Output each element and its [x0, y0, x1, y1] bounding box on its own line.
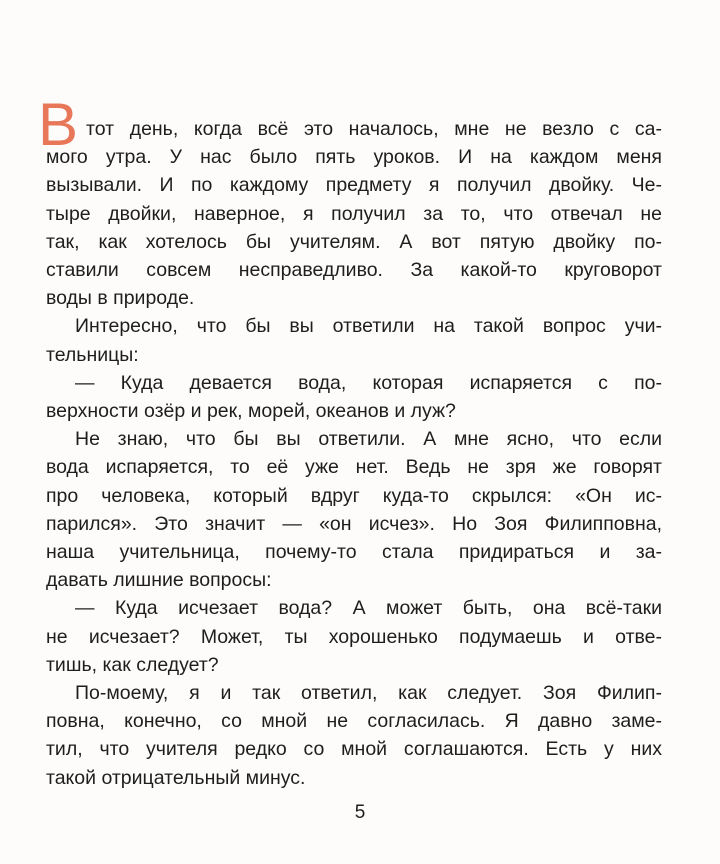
text-line: про человека, который вдруг куда-то скрылся: «Он ис-: [46, 484, 662, 507]
text-line: воды в природе.: [46, 287, 195, 310]
text-line: тельницы:: [46, 343, 139, 366]
text-line: ставили совсем несправедливо. За какой-то круговорот: [46, 259, 662, 281]
text-line: наша учительница, почему-то стала придираться и за-: [46, 541, 662, 563]
text-line: давать лишние вопросы:: [46, 569, 272, 592]
text-line: вода испаряется, то её уже нет. Ведь не зря же говорят: [46, 456, 662, 479]
text-line: — Куда девается вода, которая испаряется с по-: [75, 371, 662, 394]
text-line: тил, что учителя редко со мной соглашаются. Есть у них: [46, 738, 662, 761]
text-line: парился». Это значит — «он исчез». Но Зоя Филипповна,: [46, 512, 662, 535]
drop-cap: В: [38, 91, 79, 158]
text-line: — Куда исчезает вода? А может быть, она всё-таки: [75, 597, 662, 620]
text-line: повна, конечно, со мной не согласилась. Я давно заме-: [46, 710, 662, 733]
text-line: верхности озёр и рек, морей, океанов и луж?: [46, 400, 456, 422]
text-line: Не знаю, что бы вы ответили. А мне ясно, что если: [75, 428, 662, 451]
text-line: тот день, когда всё это началось, мне не везло с са-: [86, 118, 662, 140]
text-line: мого утра. У нас было пять уроков. И на каждом меня: [46, 146, 662, 169]
text-line: По-моему, я и так ответил, как следует. Зоя Филип-: [75, 682, 662, 704]
text-line: вызывали. И по каждому предмету я получил двойку. Че-: [46, 174, 662, 197]
text-line: не исчезает? Может, ты хорошенько подумаешь и отве-: [46, 625, 662, 648]
text-line: тыре двойки, наверное, я получил за то, что отвечал не: [46, 202, 662, 225]
text-line: тишь, как следует?: [46, 653, 219, 676]
page-number: 5: [354, 801, 366, 823]
text-line: Интересно, что бы вы ответили на такой вопрос учи-: [75, 315, 662, 338]
text-line: такой отрицательный минус.: [46, 766, 306, 789]
text-line: так, как хотелось бы учителям. А вот пятую двойку по-: [46, 230, 662, 253]
